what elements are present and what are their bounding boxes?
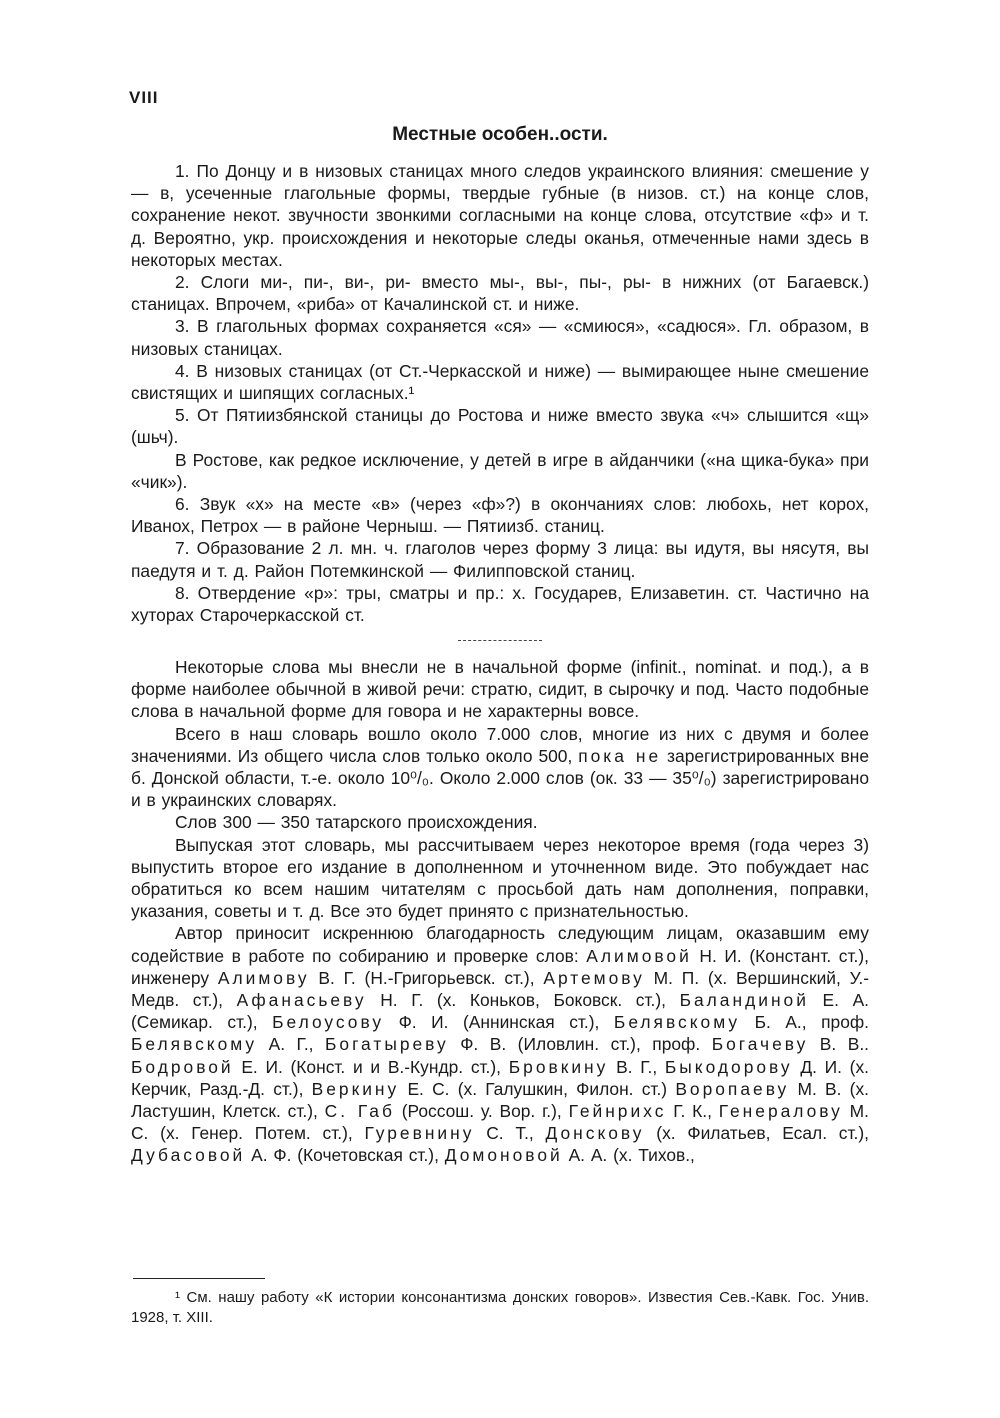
ack-name: Дубасовой	[131, 1145, 246, 1166]
text-run: зарегистрированных вне б. Донской области, т.-е. около 10⁰/₀. Около 2.000 слов (ок. 33 — 35⁰/₀) зарегистрировано и в украинских словарях.	[131, 745, 870, 811]
ack-detail: С. Т.,	[474, 1123, 546, 1144]
feature-item: 5. От Пятиизбянской станицы до Ростова и ниже вместо звука «ч» слышится «щ» (шьч).	[131, 405, 869, 448]
ack-detail: Н. И. (Констант. ст.), инженеру	[131, 945, 869, 988]
footnote: ¹ См. нашу работу «К истории консонантизма донских говоров». Известия Сев.-Кавк. Гос. Унив. 1928, т. XIII.	[131, 1289, 869, 1326]
ack-name: Генералову	[718, 1101, 843, 1122]
ack-detail: Е. А. (Семикар. ст.),	[131, 990, 869, 1033]
ack-detail: В. Г.,	[608, 1056, 665, 1077]
paragraph-word-count	[131, 723, 869, 812]
feature-item: В Ростове, как редкое исключение, у детей в игре в айданчики («на щика-бука» при «чик»).	[131, 449, 869, 492]
ack-name: Богатыреву	[325, 1034, 449, 1055]
section-title: Местные особен..ости.	[392, 124, 608, 145]
feature-item: 7. Образование 2 л. мн. ч. глаголов через форму 3 лица: вы идутя, вы нясутя, вы паедутя и т. д. Район Потемкинской — Филипповской станиц.	[131, 538, 869, 581]
ack-detail: Ф. В. (Иловлин. ст.), проф.	[448, 1034, 712, 1055]
feature-item: 6. Звук «х» на месте «в» (через «ф»?) в окончаниях слов: любохь, нет корох, Иванох, Петрох — в районе Черныш. — Пятиизб. станиц.	[131, 494, 869, 537]
ack-name: Баландиной	[679, 990, 809, 1011]
ack-detail: (х. Филатьев, Есал. ст.),	[644, 1123, 869, 1144]
ack-detail: Б. А., проф.	[740, 1012, 870, 1033]
ack-detail: М. П. (х. Вершинский, У.-Медв. ст.),	[131, 967, 870, 1011]
local-features-list	[131, 160, 869, 626]
ack-detail: А. Ф. (Кочетовская ст.),	[245, 1145, 445, 1166]
feature-item: 4. В низовых станицах (от Ст.-Черкасской и ниже) — вымирающее ныне смешение свистящих и шипящих согласных.¹	[131, 360, 869, 404]
ack-name: Домоновой	[444, 1145, 563, 1166]
ack-name: Белявскому	[613, 1012, 741, 1033]
ack-detail: Д. И. (х. Керчик, Разд.-Д. ст.),	[131, 1056, 869, 1099]
text-run: Всего в наш словарь вошло около 7.000 слов, многие из них с двумя и более значениями. Из общего числа слов только около 500,	[131, 723, 869, 766]
ack-name: Алимову	[217, 967, 310, 988]
ack-detail: Е. И. (Конст. и и В.-Кундр. ст.),	[233, 1056, 509, 1077]
page-number: VIII	[129, 88, 159, 107]
paragraph-acknowledgements	[131, 922, 869, 1166]
ack-detail: (Россош. у. Вор. г.),	[394, 1101, 569, 1122]
ack-name: Гейнрихс	[568, 1101, 667, 1122]
ack-name: Артемову	[543, 967, 645, 988]
ack-name: С. Габ	[324, 1101, 395, 1122]
feature-item: 1. По Донцу и в низовых станицах много следов украинского влияния: смешение у — в, усеченные глагольные формы, твердые губные (в низов. ст.) на конце слов, сохранение некот. звучности звонкими согласными на конце слова, отсутствие «ф» и т. д. Вероятно, укр. происхождения и некоторые следы оканья, отмеченные нами здесь в некоторых местах.	[131, 161, 869, 270]
ack-name: Белоусову	[272, 1012, 385, 1033]
ack-detail: Г. К.,	[666, 1101, 719, 1122]
paragraph-tatar: Слов 300 — 350 татарского происхождения.	[175, 812, 538, 833]
ack-name: Белявскому	[131, 1034, 258, 1055]
ack-detail: Н. Г. (х. Коньков, Боковск. ст.),	[366, 990, 680, 1011]
ack-detail: В. В..	[808, 1034, 869, 1055]
ack-intro: Автор приносит искреннюю благодарность следующим лицам, оказавшим ему содействие в работе по собиранию и проверке слов:	[131, 923, 869, 966]
ack-name: Веркину	[311, 1078, 400, 1099]
ack-detail: А. Г.,	[257, 1034, 326, 1055]
ack-name: Алимовой	[586, 945, 692, 966]
ack-name: Афанасьеву	[236, 990, 367, 1011]
ack-name: Быкодорову	[664, 1056, 793, 1077]
ack-name: Бровкину	[508, 1056, 609, 1077]
ack-name: Донскову	[545, 1123, 645, 1144]
footnote-rule	[133, 1278, 265, 1279]
ack-name: Воропаеву	[675, 1078, 790, 1099]
paragraph-second-edition: Выпуская этот словарь, мы рассчитываем через некоторое время (года через 3) выпустить второе его издание в дополненном и уточненном виде. Это побуждает нас обратиться ко всем нашим читателям с просьбой дать нам дополнения, поправки, указания, советы и т. д. Все это будет принято с признательностью.	[131, 834, 869, 922]
ack-detail: М. С. (х. Генер. Потем. ст.),	[131, 1101, 870, 1144]
feature-item: 2. Слоги ми-, пи-, ви-, ри- вместо мы-, вы-, пы-, ры- в нижних (от Багаевск.) станицах. Впрочем, «риба» от Качалинской ст. и ниже.	[131, 272, 869, 315]
ack-name: Бодровой	[131, 1056, 234, 1077]
ack-name: Богачеву	[711, 1034, 809, 1055]
ack-detail: М. В. (х. Ластушин, Клетск. ст.),	[131, 1078, 869, 1122]
ack-detail: А. А. (х. Тихов.,	[562, 1145, 695, 1166]
ack-name: Гуревнину	[364, 1123, 475, 1144]
body-text	[131, 656, 869, 1167]
section-divider	[458, 640, 542, 641]
ack-detail: Ф. И. (Аннинская ст.),	[384, 1012, 614, 1033]
ack-detail: Е. С. (х. Галушкин, Филон. ст.)	[399, 1078, 676, 1099]
spaced-emphasis: пока не	[578, 745, 662, 766]
paragraph-word-forms: Некоторые слова мы внесли не в начальной форме (infinit., nominat. и под.), а в форме наиболее обычной в живой речи: стратю, сидит, в сырочку и под. Часто подобные слова в начальной форме для говора и не характерны вовсе.	[131, 657, 869, 722]
ack-detail: В. Г. (Н.-Григорьевск. ст.),	[309, 967, 544, 988]
feature-item: 8. Отвердение «р»: тры, сматры и пр.: х. Государев, Елизаветин. ст. Частично на хуторах Старочеркасской ст.	[131, 582, 869, 626]
feature-item: 3. В глагольных формах сохраняется «ся» — «смиюся», «садюся». Гл. образом, в низовых станицах.	[131, 316, 869, 359]
